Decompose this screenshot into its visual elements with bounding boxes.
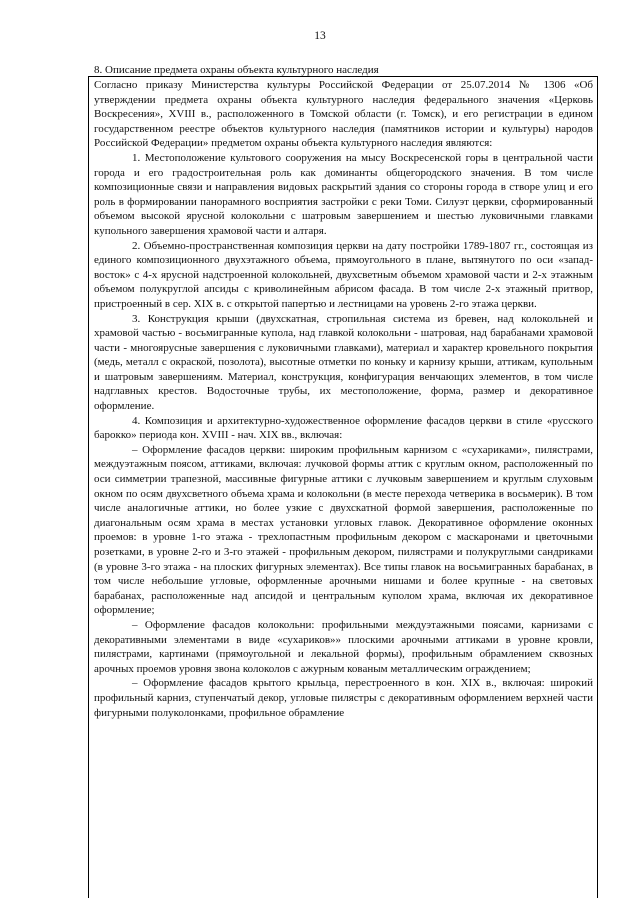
paragraph-facades: 4. Композиция и архитектурно-художественное оформление фасадов церкви в стиле «русского барокко» периода кон. XVIII - нач. XIX вв., включая: bbox=[94, 414, 593, 442]
paragraph-composition: 2. Объемно-пространственная композиция церкви на дату постройки 1789-1807 гг., состоящая из единого композиционного двухэтажного объема, прямоугольного в плане, вытянутого по оси «запад-восток» с 4-х ярусной надстроенной колокольней, двухсветным объемом храмовой части и 2-х этажным объемом полукруглой апсиды с криволинейным абрисом фасада. В том числе 2-х этажный притвор, пристроенный в сер. XIX в. с открытой папертью и лестницами на уровень 2-го этажа церкви. bbox=[94, 239, 593, 310]
paragraph-porch-facades: – Оформление фасадов крытого крыльца, перестроенного в кон. XIX в., включая: широкий профильный карниз, ступенчатый декор, угловые пилястры с декоративным оформлением верхней части фигурными полуколонками, профильное обрамление bbox=[94, 677, 593, 719]
paragraph-belltower-facades: – Оформление фасадов колокольни: профильными междуэтажными поясами, карнизами с декоративными элементами в виде «сухариков»» плоскими арочными аттиками в уровне кровли, пилястрами, картинами (прямоугольной и лекальной формы), профильным обрамлением сквозных арочных проемов уровня звона колоколов с ажурным кованым металлическим ограждением; bbox=[94, 618, 593, 675]
section-title: 8. Описание предмета охраны объекта культурного наследия bbox=[94, 64, 379, 76]
paragraph-location: 1. Местоположение культового сооружения на мысу Воскресенской горы в центральной части города и его градостроительная роль как доминанты общегородского значения. В том числе композиционные связи и направления видовых раскрытий здания со стороны города в створе улиц и его роль в формировании панорамного восприятия застройки с реки Томи. Силуэт церкви, сформированный объемом высокой ярусной колокольни с шатровым завершением и шестью луковичными главками купольного завершения храмовой части и алтаря. bbox=[94, 151, 593, 237]
paragraph-roof: 3. Конструкция крыши (двухскатная, стропильная система из бревен, над колокольней и храмовой частью - восьмигранные купола, над главкой колокольни - шатровая, над барабанами храмовой части - многоярусные завершения с луковичными главками), материал и характер кровельного покрытия (медь, металл с окраской, позолота), высотные отметки по коньку и карнизу крыши, аттикам, купольным и шатровым завершениям. Материал, конструкция, конфигурация венчающих элементов, в том числе надглавных крестов. Водосточные трубы, их местоположение, форма, размер и декоративное оформление. bbox=[94, 312, 593, 413]
intro-paragraph: Согласно приказу Министерства культуры Российской Федерации от 25.07.2014 № 1306 «Об утверждении предмета охраны объекта культурного наследия федерального значения «Церковь Воскресения», XVIII в., расположенного в Томской области (г. Томск), и его регистрации в едином государственном реестре объектов культурного наследия (памятников истории и культуры) народов Российской Федерации» предметом охраны объекта культурного наследия являются: bbox=[94, 79, 593, 150]
paragraph-church-facades: – Оформление фасадов церкви: широким профильным карнизом с «сухариками», пилястрами, междуэтажным поясом, аттиками, включая: лучковой формы аттик с круглым окном, расположенный по оси симметрии трапезной, массивные фигурные аттики с лучковым завершением и круглым слуховым окном по осям двухсветного объема храма и колокольни (в месте перехода четверика в восьмерик). В том числе аналогичные аттики, но более узкие с двухскатной формой завершения, расположенные по диагональным осям храма в местах установки угловых главок. Декоративное оформление оконных проемов: в уровне 1-го этажа - трехлопастным профильным декором с маскаронами и цветочными розетками, в уровне 2-го и 3-го этажей - профильным декором, пилястрами и полукруглыми сандриками (в уровне 3-го этажа - на плоских фигурных элементах). Все типы главок на восьмигранных барабанах, в том числе небольшие угловые, оформленные арочными нишами и более крупные - на световых барабанах, расположенные над апсидой и центральным куполом храма, включая их декоративное оформление; bbox=[94, 443, 593, 617]
page-number: 13 bbox=[314, 30, 326, 42]
content-box bbox=[88, 76, 598, 898]
